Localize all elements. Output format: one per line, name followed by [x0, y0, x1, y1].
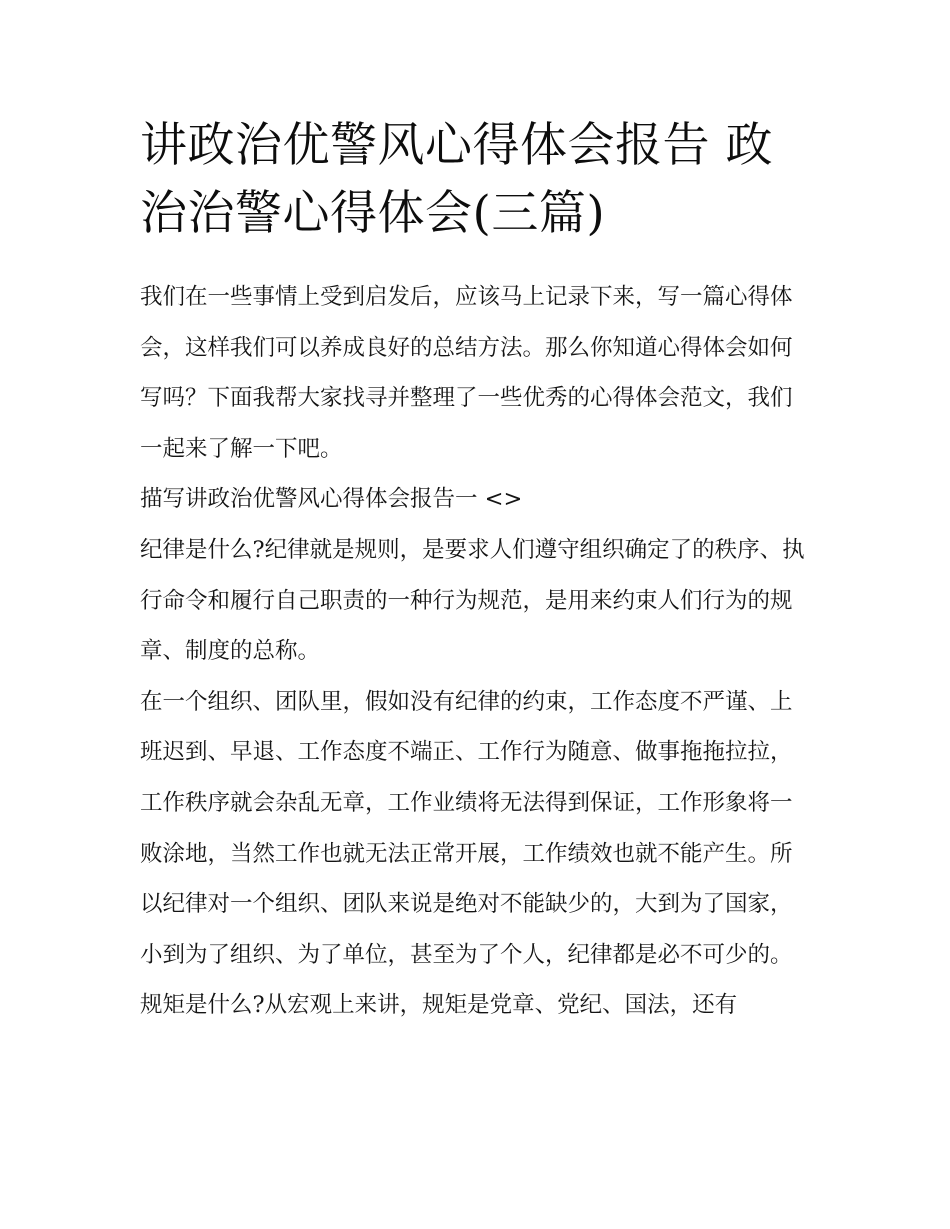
document-paragraphs — [140, 272, 812, 1031]
body-paragraph-organization: 在一个组织、团队里，假如没有纪律的约束，工作态度不严谨、上班迟到、早退、工作态度不端正、工作行为随意、做事拖拖拉拉，工作秩序就会杂乱无章，工作业绩将无法得到保证，工作形象将一败涂地，当然工作也就无法正常开展，工作绩效也就不能产生。所以纪律对一个组织、团队来说是绝对不能缺少的，大到为了国家，小到为了组织、为了单位，甚至为了个人，纪律都是必不可少的。 — [140, 688, 793, 968]
section-heading: 描写讲政治优警风心得体会报告一 <> — [140, 486, 523, 513]
intro-paragraph: 我们在一些事情上受到启发后，应该马上记录下来，写一篇心得体会，这样我们可以养成良好的总结方法。那么你知道心得体会如何写吗？下面我帮大家找寻并整理了一些优秀的心得体会范文，我们一起来了解一下吧。 — [140, 284, 793, 462]
document-body — [140, 112, 812, 1031]
body-paragraph-rules: 规矩是什么?从宏观上来讲，规矩是党章、党纪、国法，还有 — [140, 992, 738, 1019]
body-paragraph-discipline: 纪律是什么?纪律就是规则，是要求人们遵守组织确定了的秩序、执行命令和履行自己职责的一种行为规范，是用来约束人们行为的规章、制度的总称。 — [140, 536, 805, 665]
document-title: 讲政治优警风心得体会报告 政治治警心得体会(三篇) — [140, 118, 773, 241]
